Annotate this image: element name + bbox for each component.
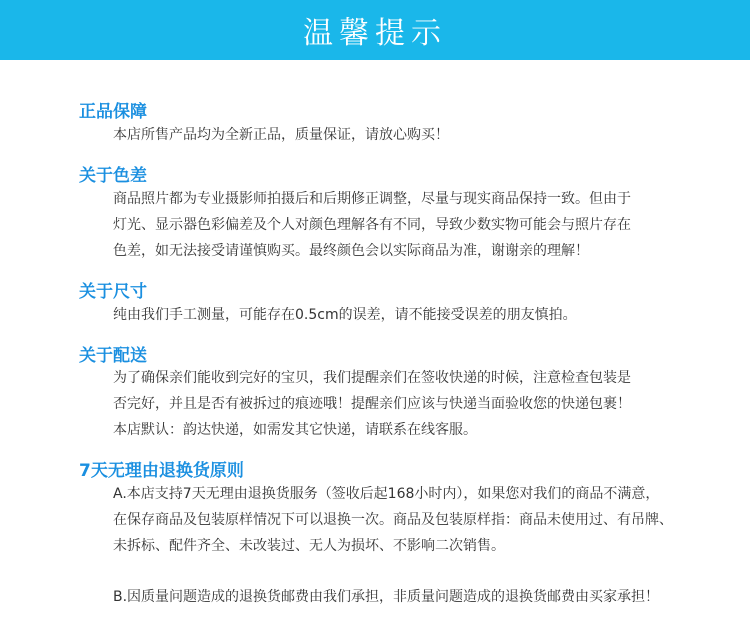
section-title-color: 关于色差	[79, 166, 147, 186]
section-line: B.因质量问题造成的退换货邮费由我们承担，非质量问题造成的退换货邮费由买家承担！	[113, 589, 660, 605]
header-banner	[0, 0, 750, 60]
section-line: A.本店支持7天无理由退换货服务（签收后起168小时内），如果您对我们的商品不满意，	[113, 486, 660, 502]
section-line: 纯由我们手工测量，可能存在0.5cm的误差，请不能接受误差的朋友慎拍。	[113, 307, 577, 323]
section-line: 本店默认：韵达快递，如需发其它快递，请联系在线客服。	[113, 422, 477, 438]
section-line: 本店所售产品均为全新正品，质量保证，请放心购买！	[113, 127, 449, 143]
section-title-size: 关于尺寸	[79, 282, 147, 302]
section-line: 未拆标、配件齐全、未改装过、无人为损坏、不影响二次销售。	[113, 538, 505, 554]
section-line: 在保存商品及包装原样情况下可以退换一次。商品及包装原样指：商品未使用过、有吊牌、	[113, 512, 673, 528]
section-line: 为了确保亲们能收到完好的宝贝，我们提醒亲们在签收快递的时候，注意检查包装是	[113, 370, 631, 386]
section-title-returns: 7天无理由退换货原则	[79, 461, 244, 481]
section-line: 否完好，并且是否有被拆过的痕迹哦！提醒亲们应该与快递当面验收您的快递包裹！	[113, 396, 631, 412]
section-line: 色差，如无法接受请谨慎购买。最终颜色会以实际商品为准，谢谢亲的理解！	[113, 243, 589, 259]
section-line: 商品照片都为专业摄影师拍摄后和后期修正调整，尽量与现实商品保持一致。但由于	[113, 191, 631, 207]
page-title: 温馨提示	[303, 16, 447, 51]
section-title-authentic: 正品保障	[79, 102, 147, 122]
section-line: 灯光、显示器色彩偏差及个人对颜色理解各有不同，导致少数实物可能会与照片存在	[113, 217, 631, 233]
section-title-delivery: 关于配送	[79, 346, 147, 366]
